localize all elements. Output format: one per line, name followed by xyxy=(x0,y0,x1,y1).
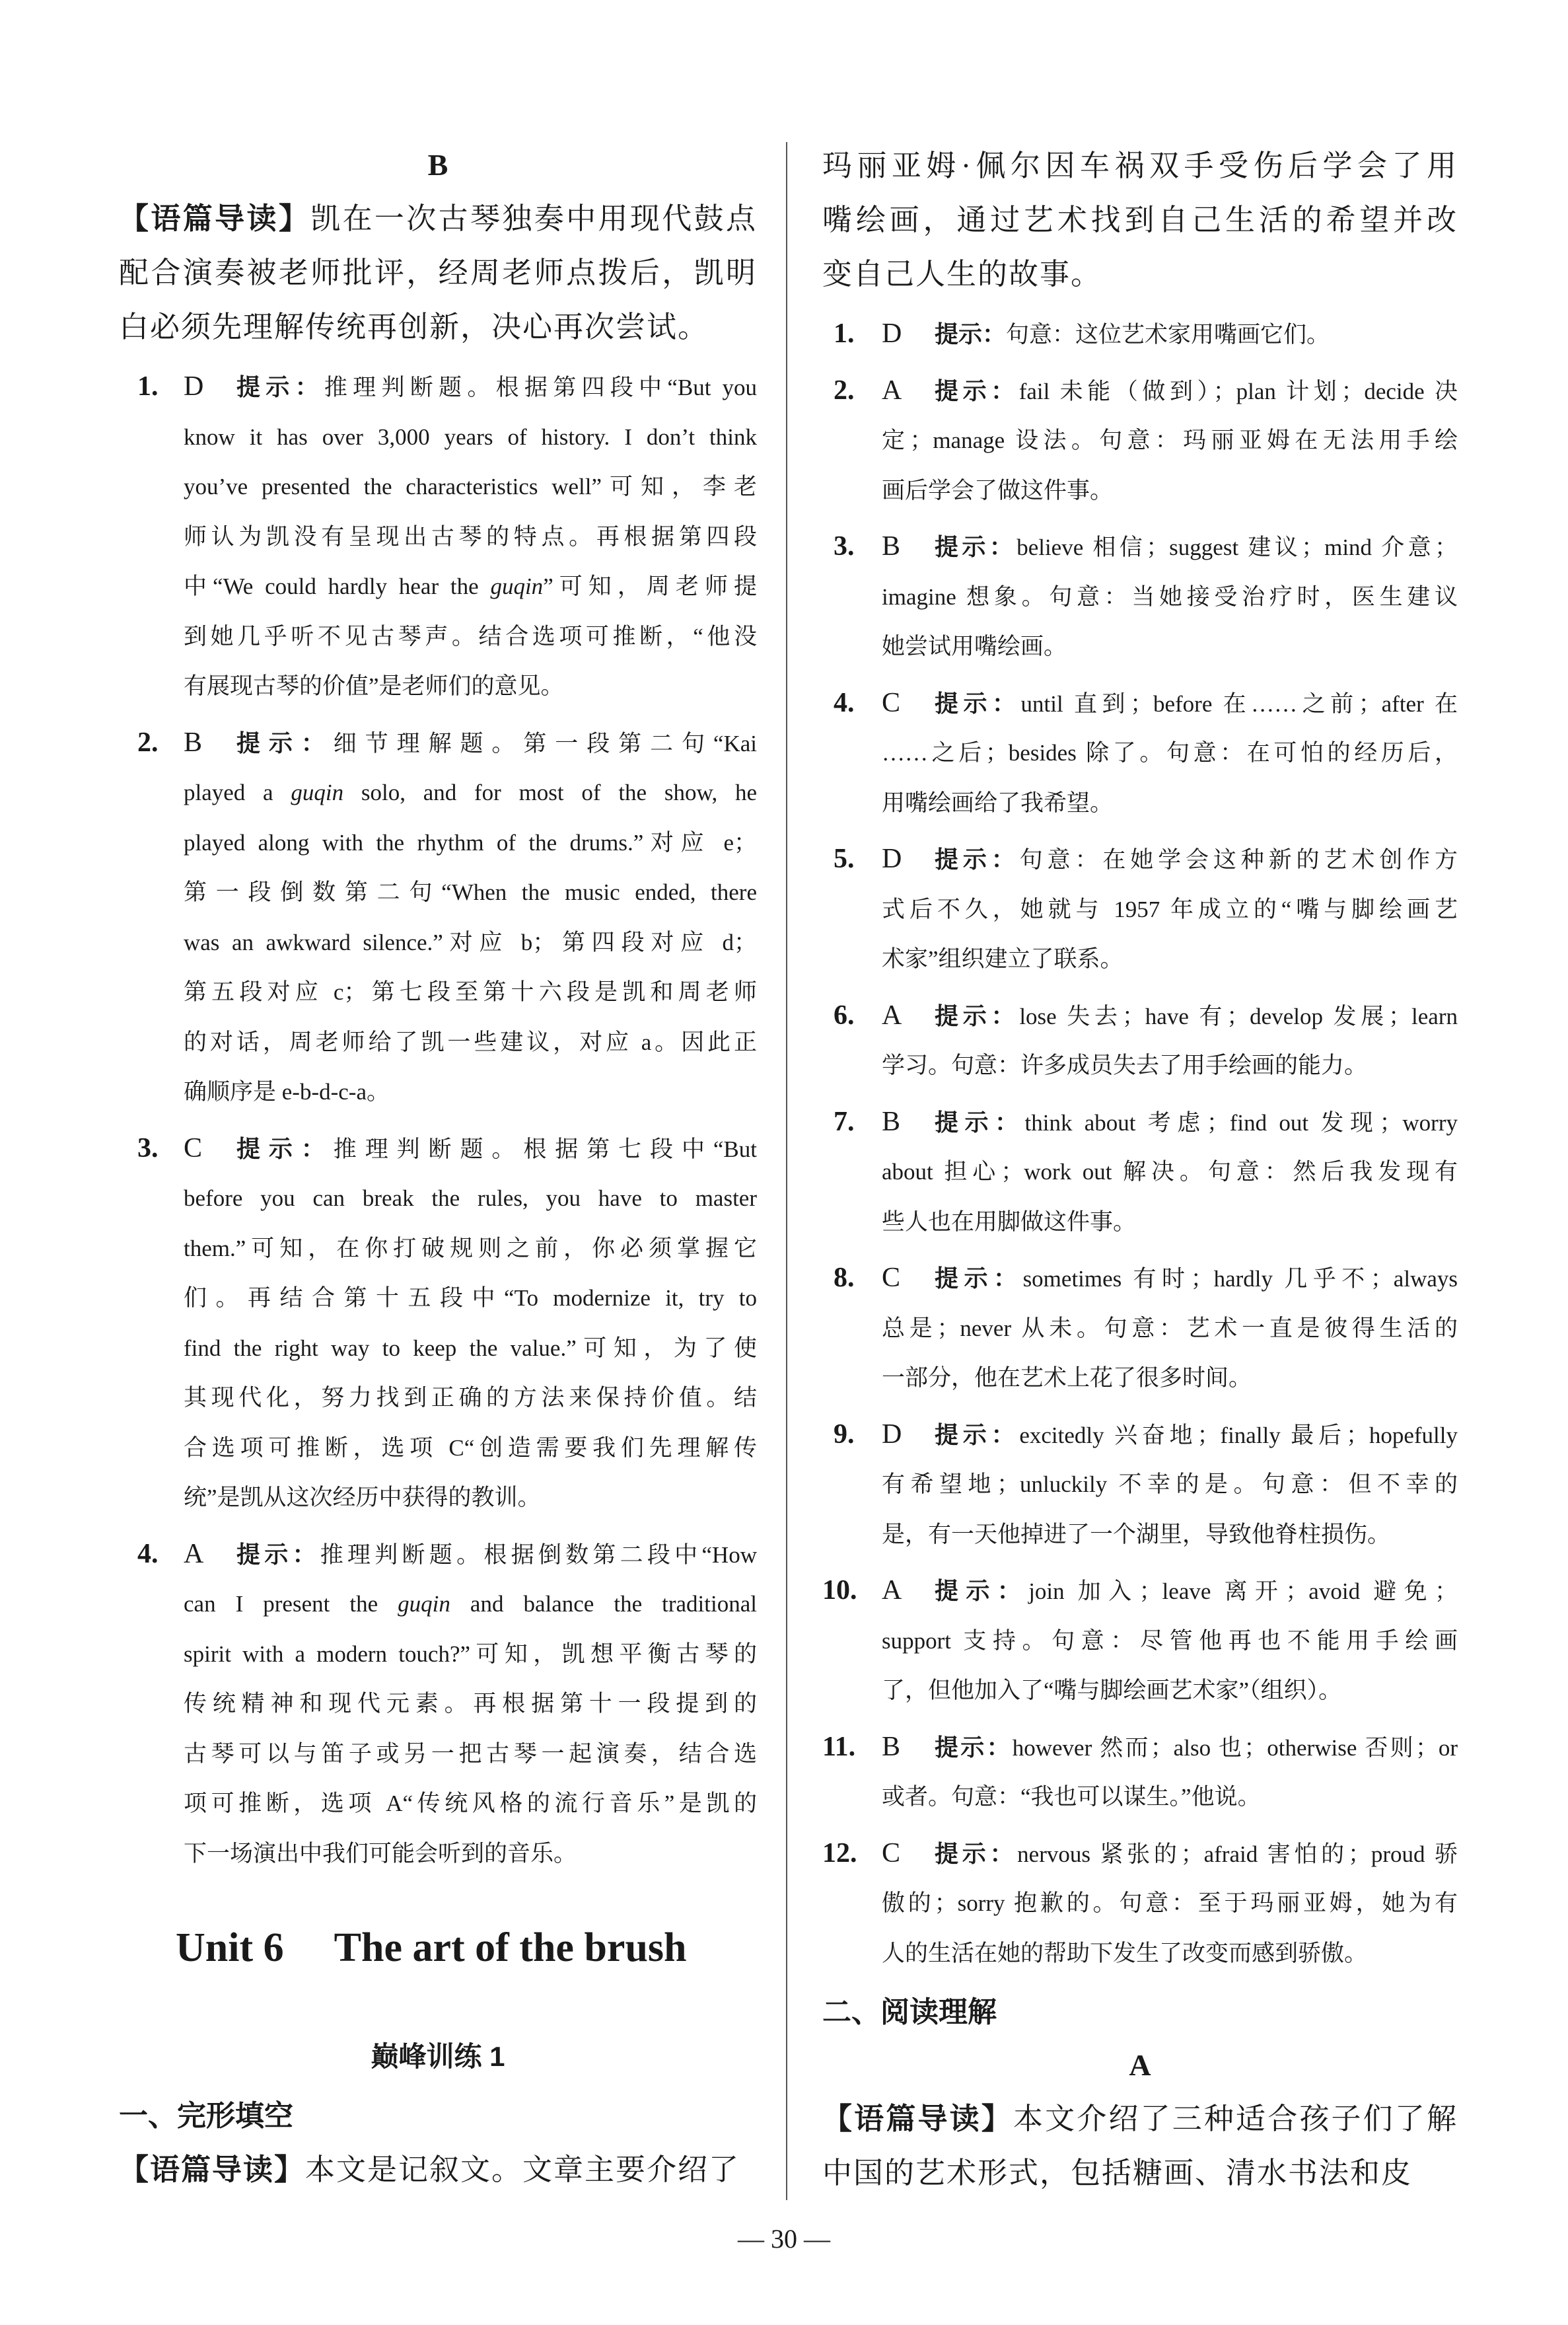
line-text: you’ve presented the characteristics well”可知，李老 xyxy=(184,474,757,499)
hint-line xyxy=(119,1373,757,1423)
question-number: 2. xyxy=(834,375,855,406)
hint-line xyxy=(822,1666,1458,1716)
hint-label: 提示： xyxy=(935,1265,1023,1292)
column-divider xyxy=(786,142,787,2200)
line-text: 式后不久，她就与 1957 年成立的“嘴与脚绘画艺 xyxy=(882,896,1458,922)
answer-letter: B xyxy=(184,727,203,758)
hint-label: 提示： xyxy=(935,320,1007,348)
answer-item xyxy=(822,991,1458,1091)
line-text: believe 相信；suggest 建议；mind 介意； xyxy=(1016,535,1458,560)
question-number: 6. xyxy=(834,1000,855,1031)
left-column xyxy=(119,139,757,2197)
hint-line xyxy=(119,1273,757,1323)
line-text: 人的生活在她的帮助下发生了改变而感到骄傲。 xyxy=(882,1940,1368,1966)
text-segment: played a xyxy=(184,780,291,805)
intro-line xyxy=(822,2092,1458,2146)
answer-letter: D xyxy=(882,844,902,874)
answer-letter: B xyxy=(882,1731,901,1762)
line-text: 些人也在用脚做这件事。 xyxy=(882,1208,1137,1235)
passage-intro xyxy=(822,2092,1458,2200)
passage-title: B xyxy=(427,148,448,182)
answer-letter: A xyxy=(882,1000,902,1031)
answer-letter: D xyxy=(882,1419,902,1450)
hint-line xyxy=(822,1772,1458,1822)
hint-text xyxy=(935,309,1458,359)
page-number: — 30 — xyxy=(738,2224,830,2254)
hint-line xyxy=(822,728,1458,778)
exercise-title: 巅峰训练 1 xyxy=(371,2041,505,2072)
section-heading: 二、阅读理解 xyxy=(822,1996,997,2028)
question-number: 4. xyxy=(137,1538,159,1569)
line-text: 是，有一天他掉进了一个湖里，导致他脊柱损伤。 xyxy=(882,1521,1391,1547)
hint-text xyxy=(935,834,1458,885)
hint-label: 提示： xyxy=(236,1134,334,1162)
question-number: 7. xyxy=(834,1106,855,1137)
hint-line xyxy=(822,1197,1458,1247)
text-segment: solo, and for most of the show, he xyxy=(343,780,757,805)
line-text: 师认为凯没有呈现出古琴的特点。再根据第四段 xyxy=(184,523,757,550)
hint-line xyxy=(822,778,1458,829)
answer-first-line xyxy=(119,1124,757,1174)
hint-line xyxy=(119,612,757,662)
answer-item xyxy=(822,679,1458,829)
line-text: played along with the rhythm of the drums.”对应 e； xyxy=(184,829,757,856)
intro-line xyxy=(822,193,1458,247)
line-text: lose 失去；have 有；develop 发展；learn xyxy=(1019,1003,1458,1029)
hint-line xyxy=(119,462,757,512)
hint-line xyxy=(119,1173,757,1224)
line-text: about 担心；work out 解决。句意：然后我发现有 xyxy=(882,1159,1458,1185)
answer-letter: C xyxy=(882,1837,901,1868)
line-text: them.”可知，在你打破规则之前，你必须掌握它 xyxy=(184,1235,757,1261)
line-text: spirit with a modern touch?”可知，凯想平衡古琴的 xyxy=(184,1641,757,1667)
hint-label: 提示： xyxy=(935,1733,1013,1761)
line-text: 傲的；sorry 抱歉的。句意：至于玛丽亚姆，她为有 xyxy=(882,1890,1458,1916)
answer-letter: B xyxy=(882,531,901,562)
line-text: 其现代化，努力找到正确的方法来保持价值。结 xyxy=(184,1385,757,1411)
line-text: 学习。句意：许多成员失去了用手绘画的能力。 xyxy=(882,1052,1368,1078)
line-text: 传统精神和现代元素。再根据第十一段提到的 xyxy=(184,1691,757,1716)
line-text: 变自己人生的故事。 xyxy=(822,258,1102,291)
hint-line xyxy=(822,934,1458,984)
line-text: 有希望地；unluckily 不幸的是。句意：但不幸的 xyxy=(882,1471,1458,1497)
line-text: 的对话，周老师给了凯一些建议，对应 a。因此正 xyxy=(184,1029,757,1055)
question-number: 1. xyxy=(137,371,159,402)
hint-line xyxy=(119,1629,757,1679)
unit-label: Unit 6 xyxy=(176,1925,284,1970)
intro-line xyxy=(822,2146,1458,2200)
answer-first-line xyxy=(119,1530,757,1580)
answer-first-line xyxy=(822,1097,1458,1148)
hint-line xyxy=(119,1729,757,1779)
hint-line xyxy=(822,572,1458,622)
question-number: 3. xyxy=(834,531,855,562)
intro-line xyxy=(822,247,1458,301)
answer-first-line xyxy=(822,1566,1458,1616)
answer-first-line xyxy=(119,362,757,412)
question-number: 2. xyxy=(137,727,159,758)
line-text: however 然而；also 也；otherwise 否则；or xyxy=(1012,1734,1458,1761)
hint-text xyxy=(935,1097,1458,1148)
line-text: 定；manage 设法。句意：玛丽亚姆在无法用手绘 xyxy=(882,427,1458,453)
line-text: 推理判断题。根据第七段中“But xyxy=(333,1136,757,1162)
question-number: 8. xyxy=(834,1263,855,1293)
answer-item xyxy=(119,362,757,712)
line-text: was an awkward silence.”对应 b；第四段对应 d； xyxy=(184,929,757,955)
line-text: 本文介绍了三种适合孩子们了解 xyxy=(1013,2102,1458,2135)
hint-line xyxy=(119,818,757,868)
hint-text xyxy=(935,991,1458,1041)
answer-letter: A xyxy=(882,375,902,406)
line-text: 项可推断，选项 A“传统风格的流行音乐”是凯的 xyxy=(184,1790,757,1816)
hint-line xyxy=(822,1459,1458,1510)
hint-line xyxy=(119,1779,757,1829)
answer-first-line xyxy=(822,991,1458,1041)
hint-line xyxy=(822,1878,1458,1929)
answer-first-line xyxy=(822,522,1458,572)
line-text: 中国的艺术形式，包括糖画、清水书法和皮 xyxy=(822,2157,1413,2190)
line-text: think about 考虑；find out 发现；worry xyxy=(1024,1109,1458,1136)
line-text: nervous 紧张的；afraid 害怕的；proud 骄 xyxy=(1017,1841,1458,1867)
line-text: 或者。句意：“我也可以谋生。”他说。 xyxy=(882,1784,1261,1810)
line-text: 第五段对应 c；第七段至第十六段是凯和周老师 xyxy=(184,979,757,1005)
hint-line xyxy=(119,1679,757,1729)
line-text: 本文是记叙文。文章主要介绍了 xyxy=(305,2153,740,2186)
hint-text xyxy=(236,1530,757,1580)
answer-item xyxy=(822,1829,1458,1979)
hint-label: 提示： xyxy=(935,1839,1018,1867)
hint-line xyxy=(119,1423,757,1473)
hint-label: 提示： xyxy=(236,729,334,757)
intro-label: 【语篇导读】 xyxy=(822,2102,1013,2135)
hint-line xyxy=(119,512,757,562)
line-text: 了，但他加入了“嘴与脚绘画艺术家”（组织）。 xyxy=(882,1678,1342,1703)
line-text: 她尝试用嘴绘画。 xyxy=(882,634,1067,659)
line-text: 白必须先理解传统再创新，决心再次尝试。 xyxy=(119,311,709,344)
line-text: support 支持。句意：尽管他再也不能用手绘画 xyxy=(882,1627,1458,1654)
hint-line xyxy=(119,867,757,918)
answer-first-line xyxy=(822,1253,1458,1304)
answer-item xyxy=(119,718,757,1117)
hint-label: 提示： xyxy=(236,1540,320,1568)
hint-label: 提示： xyxy=(935,846,1020,873)
hint-text xyxy=(935,1829,1458,1879)
line-text: excitedly 兴奋地；finally 最后；hopefully xyxy=(1019,1422,1458,1448)
answer-item xyxy=(822,834,1458,984)
text-segment: 中“We could hardly hear the xyxy=(184,573,491,599)
hint-line xyxy=(119,1829,757,1879)
hint-label: 提示： xyxy=(935,377,1019,404)
answer-item xyxy=(822,522,1458,672)
hint-label: 提示： xyxy=(935,1421,1020,1448)
hint-line xyxy=(822,1353,1458,1403)
question-number: 3. xyxy=(137,1132,159,1163)
line-text: 下一场演出中我们可能会听到的音乐。 xyxy=(184,1840,577,1866)
hint-line xyxy=(119,1473,757,1523)
hint-line xyxy=(119,1017,757,1068)
italic-term: guqin xyxy=(490,573,544,599)
hint-line xyxy=(822,1304,1458,1354)
answer-first-line xyxy=(822,1829,1458,1879)
line-text: 总是；never 从未。句意：艺术一直是彼得生活的 xyxy=(882,1315,1458,1341)
answer-letter: A xyxy=(184,1538,204,1569)
passage-intro xyxy=(119,2143,757,2197)
answer-letter: D xyxy=(882,318,902,349)
hint-text xyxy=(935,1722,1458,1773)
hint-line xyxy=(822,416,1458,466)
line-text: 确顺序是 e-b-d-c-a。 xyxy=(184,1079,390,1105)
answer-item xyxy=(822,366,1458,516)
intro-line xyxy=(119,192,757,246)
hint-line xyxy=(119,1579,757,1629)
passage-intro-continued xyxy=(822,139,1458,301)
answer-first-line xyxy=(822,1410,1458,1460)
unit-name: The art of the brush xyxy=(334,1925,687,1970)
answer-item xyxy=(822,1410,1458,1560)
line-text: 嘴绘画，通过艺术找到自己生活的希望并改 xyxy=(822,203,1458,237)
hint-label: 提示： xyxy=(236,373,324,400)
answer-item xyxy=(119,1124,757,1523)
right-column xyxy=(822,139,1458,2200)
intro-line xyxy=(119,300,757,354)
hint-line xyxy=(822,466,1458,516)
line-text: 配合演奏被老师批评，经周老师点拨后，凯明 xyxy=(119,256,757,289)
answer-item xyxy=(822,309,1458,359)
hint-text xyxy=(935,366,1458,416)
hint-line xyxy=(119,918,757,968)
hint-text xyxy=(935,1410,1458,1460)
hint-text xyxy=(236,718,757,768)
hint-line xyxy=(822,1510,1458,1560)
passage-title: A xyxy=(1129,2048,1151,2082)
line-text: imagine 想象。句意：当她接受治疗时，医生建议 xyxy=(882,583,1458,610)
line-text: 玛丽亚姆·佩尔因车祸双手受伤后学会了用 xyxy=(822,149,1458,182)
line-text: 合选项可推断，选项 C“创造需要我们先理解传 xyxy=(184,1434,757,1461)
hint-text xyxy=(935,522,1458,572)
answer-item xyxy=(119,1530,757,1879)
hint-line xyxy=(119,1067,757,1117)
line-text: 有展现古琴的价值”是老师们的意见。 xyxy=(184,673,564,699)
answer-list xyxy=(119,362,757,1878)
question-number: 12. xyxy=(822,1837,857,1868)
hint-label: 提示： xyxy=(935,533,1017,560)
text-segment: and balance the traditional xyxy=(450,1591,757,1617)
text-segment: can I present the xyxy=(184,1591,398,1617)
answer-item xyxy=(822,1097,1458,1247)
hint-line xyxy=(822,1616,1458,1666)
hint-text xyxy=(935,1566,1458,1616)
answer-item xyxy=(822,1566,1458,1716)
answer-first-line xyxy=(822,834,1458,885)
hint-line xyxy=(119,1224,757,1274)
intro-line xyxy=(119,2143,757,2197)
intro-line xyxy=(822,139,1458,193)
answer-list xyxy=(822,309,1458,1978)
italic-term: guqin xyxy=(291,780,344,805)
line-text: until 直到；before 在……之前；after 在 xyxy=(1020,690,1458,717)
hint-label: 提示： xyxy=(935,1002,1020,1029)
answer-first-line xyxy=(822,1722,1458,1773)
answer-item xyxy=(822,1722,1458,1822)
text-segment: ”可知，周老师提 xyxy=(543,573,757,599)
answer-first-line xyxy=(119,718,757,768)
line-text: 画后学会了做这件事。 xyxy=(882,477,1114,503)
line-text: 句意：在她学会这种新的艺术创作方 xyxy=(1019,847,1458,873)
section-heading: 一、完形填空 xyxy=(119,2100,293,2132)
hint-line xyxy=(822,885,1458,935)
line-text: fail 未能（做到）；plan 计划；decide 决 xyxy=(1018,378,1458,404)
line-text: 们。再结合第十五段中“To modernize it, try to xyxy=(184,1285,757,1311)
line-text: 细节理解题。第一段第二句“Kai xyxy=(333,730,757,757)
line-text: 用嘴绘画给了我希望。 xyxy=(882,790,1114,816)
hint-line xyxy=(119,1323,757,1374)
line-text: 凯在一次古琴独奏中用现代鼓点 xyxy=(310,202,757,235)
unit-title xyxy=(119,1911,757,1984)
hint-line xyxy=(119,661,757,712)
question-number: 4. xyxy=(834,687,855,718)
question-number: 10. xyxy=(822,1575,857,1605)
hint-label: 提示： xyxy=(935,1108,1025,1136)
answer-letter: C xyxy=(184,1132,203,1163)
answer-letter: B xyxy=(882,1106,901,1137)
line-text: sometimes 有时；hardly 几乎不；always xyxy=(1022,1266,1458,1292)
hint-label: 提示： xyxy=(935,1577,1029,1604)
answer-item xyxy=(822,1253,1458,1403)
intro-line xyxy=(119,246,757,300)
line-text: before you can break the rules, you have to master xyxy=(184,1185,757,1211)
line-text: 到她几乎听不见古琴声。结合选项可推断，“他没 xyxy=(184,623,757,649)
line-text: join 加入；leave 离开；avoid 避免； xyxy=(1028,1578,1458,1604)
line-text: ……之后；besides 除了。句意：在可怕的经历后， xyxy=(882,740,1458,766)
question-number: 11. xyxy=(822,1731,856,1762)
hint-label: 提示： xyxy=(935,689,1021,717)
line-text: 推理判断题。根据倒数第二段中“How xyxy=(320,1541,757,1568)
hint-text xyxy=(236,1124,757,1174)
answer-letter: D xyxy=(184,371,204,402)
hint-text xyxy=(236,362,757,412)
intro-label: 【语篇导读】 xyxy=(119,2153,306,2186)
question-number: 1. xyxy=(834,318,855,349)
line-text: 术家”组织建立了联系。 xyxy=(882,946,1123,972)
answer-first-line xyxy=(822,309,1458,359)
line-text: 第一段倒数第二句“When the music ended, there xyxy=(184,879,757,905)
line-text: 句意：这位艺术家用嘴画它们。 xyxy=(1006,322,1330,348)
intro-label: 【语篇导读】 xyxy=(119,202,311,235)
line-text: 统”是凯从这次经历中获得的教训。 xyxy=(184,1485,541,1510)
passage-intro xyxy=(119,192,757,354)
line-text: 古琴可以与笛子或另一把古琴一起演奏，结合选 xyxy=(184,1740,757,1767)
line-text: know it has over 3,000 years of history. I don’t think xyxy=(184,424,757,450)
hint-line xyxy=(119,768,757,818)
answer-first-line xyxy=(822,679,1458,729)
answer-letter: C xyxy=(882,1263,901,1293)
hint-line xyxy=(822,1041,1458,1091)
hint-line xyxy=(822,622,1458,672)
hint-text xyxy=(935,679,1458,729)
hint-line xyxy=(119,562,757,612)
answer-first-line xyxy=(822,366,1458,416)
line-text: 推理判断题。根据第四段中“But you xyxy=(324,375,757,400)
hint-line xyxy=(119,967,757,1017)
line-text: find the right way to keep the value.”可知，为了使 xyxy=(184,1335,757,1361)
hint-line xyxy=(822,1929,1458,1979)
line-text: 一部分，他在艺术上花了很多时间。 xyxy=(882,1365,1252,1391)
answer-letter: C xyxy=(882,687,901,718)
question-number: 5. xyxy=(834,844,855,874)
answer-letter: A xyxy=(882,1575,902,1605)
question-number: 9. xyxy=(834,1419,855,1450)
italic-term: guqin xyxy=(398,1591,450,1617)
hint-line xyxy=(822,1147,1458,1197)
hint-text xyxy=(935,1253,1458,1304)
hint-line xyxy=(119,412,757,462)
